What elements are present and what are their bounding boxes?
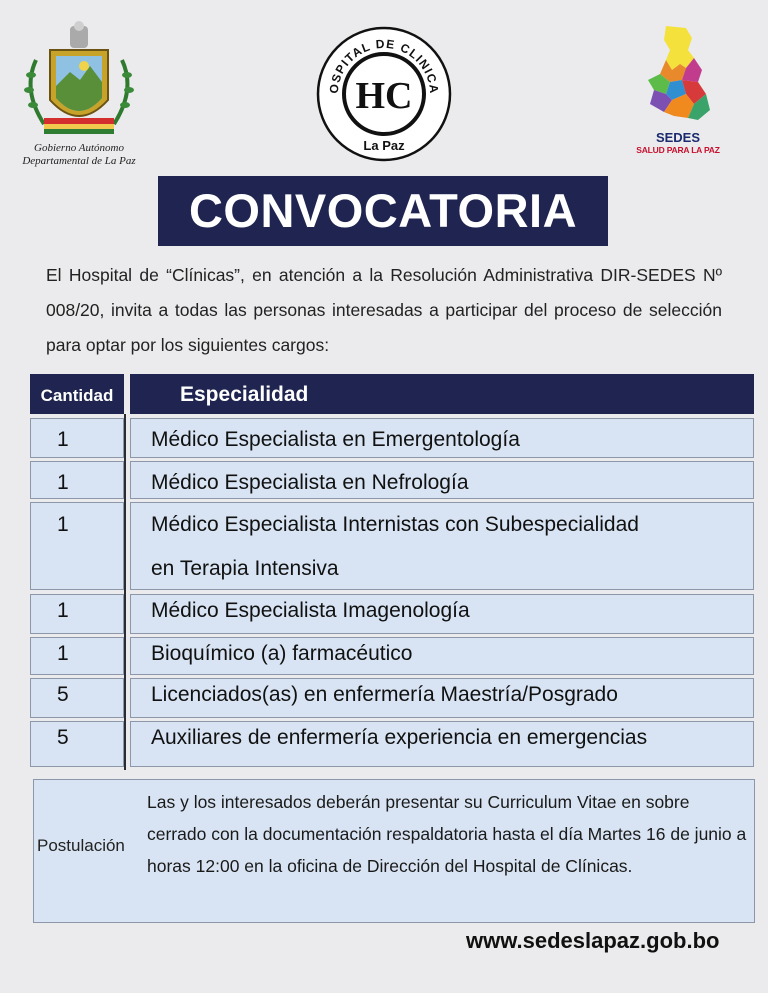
sedes-name: SEDES (655, 130, 701, 145)
column-divider (124, 414, 126, 770)
table-row-4-desc: Médico Especialista Imagenología (130, 594, 754, 634)
postulacion-text: Las y los interesados deberán presentar su Curriculum Vitae en sobre cerrado con la documentación respaldatoria hasta el día Martes 16 de junio a horas 12:00 en la oficina de Dirección del Hospital de Clínicas. (147, 792, 747, 876)
coat-of-arms-icon (14, 20, 144, 138)
hospital-ring-text: OSPITAL DE CLINICA (326, 36, 442, 95)
table-row-2-desc: Médico Especialista en Nefrología (130, 461, 754, 499)
gobierno-line2: Departamental de La Paz (22, 155, 136, 167)
sedes-tagline: SALUD PARA LA PAZ (636, 145, 720, 155)
hospital-seal-icon (316, 26, 452, 162)
hospital-monogram: HC (355, 75, 413, 117)
intro-text: El Hospital de “Clínicas”, en atención a la Resolución Administrativa DIR-SEDES Nº 008/20, invita a todas las personas interesadas a participar del proceso de selección para optar por los siguientes cargos: (46, 265, 722, 355)
table-row-7-qty: 5 (30, 721, 124, 767)
table-row-5-qty: 1 (30, 637, 124, 675)
map-icon (636, 24, 720, 128)
table-row-3-line1: Médico Especialista Internistas con Subespecialidad (151, 513, 639, 536)
table-row-7-desc: Auxiliares de enfermería experiencia en emergencias (130, 721, 754, 767)
intro-paragraph (46, 258, 722, 363)
table-row-1-desc: Médico Especialista en Emergentología (130, 418, 754, 458)
gobierno-line1: Gobierno Autónomo (34, 142, 124, 154)
table-row-3-qty: 1 (30, 502, 124, 590)
website-link[interactable]: www.sedeslapaz.gob.bo (466, 928, 720, 953)
sedes-logo (636, 24, 720, 164)
gobierno-logo (14, 20, 144, 170)
header-specialty-label: Especialidad (180, 383, 309, 406)
table-row-4-qty: 1 (30, 594, 124, 634)
table-row-3-line2: en Terapia Intensiva (151, 557, 339, 580)
header-specialty (130, 374, 754, 414)
table-row-6-desc: Licenciados(as) en enfermería Maestría/Posgrado (130, 678, 754, 718)
postulacion-label: Postulación (37, 836, 125, 855)
hospital-bottom-text: La Paz (363, 138, 405, 153)
table-row-2-qty: 1 (30, 461, 124, 499)
table-row-6-qty: 5 (30, 678, 124, 718)
table-row-5-desc: Bioquímico (a) farmacéutico (130, 637, 754, 675)
hospital-logo (316, 26, 452, 162)
page-title: CONVOCATORIA (158, 176, 608, 246)
table-row-3-desc (130, 502, 754, 590)
header-quantity: Cantidad (30, 374, 124, 414)
table-row-1-qty: 1 (30, 418, 124, 458)
